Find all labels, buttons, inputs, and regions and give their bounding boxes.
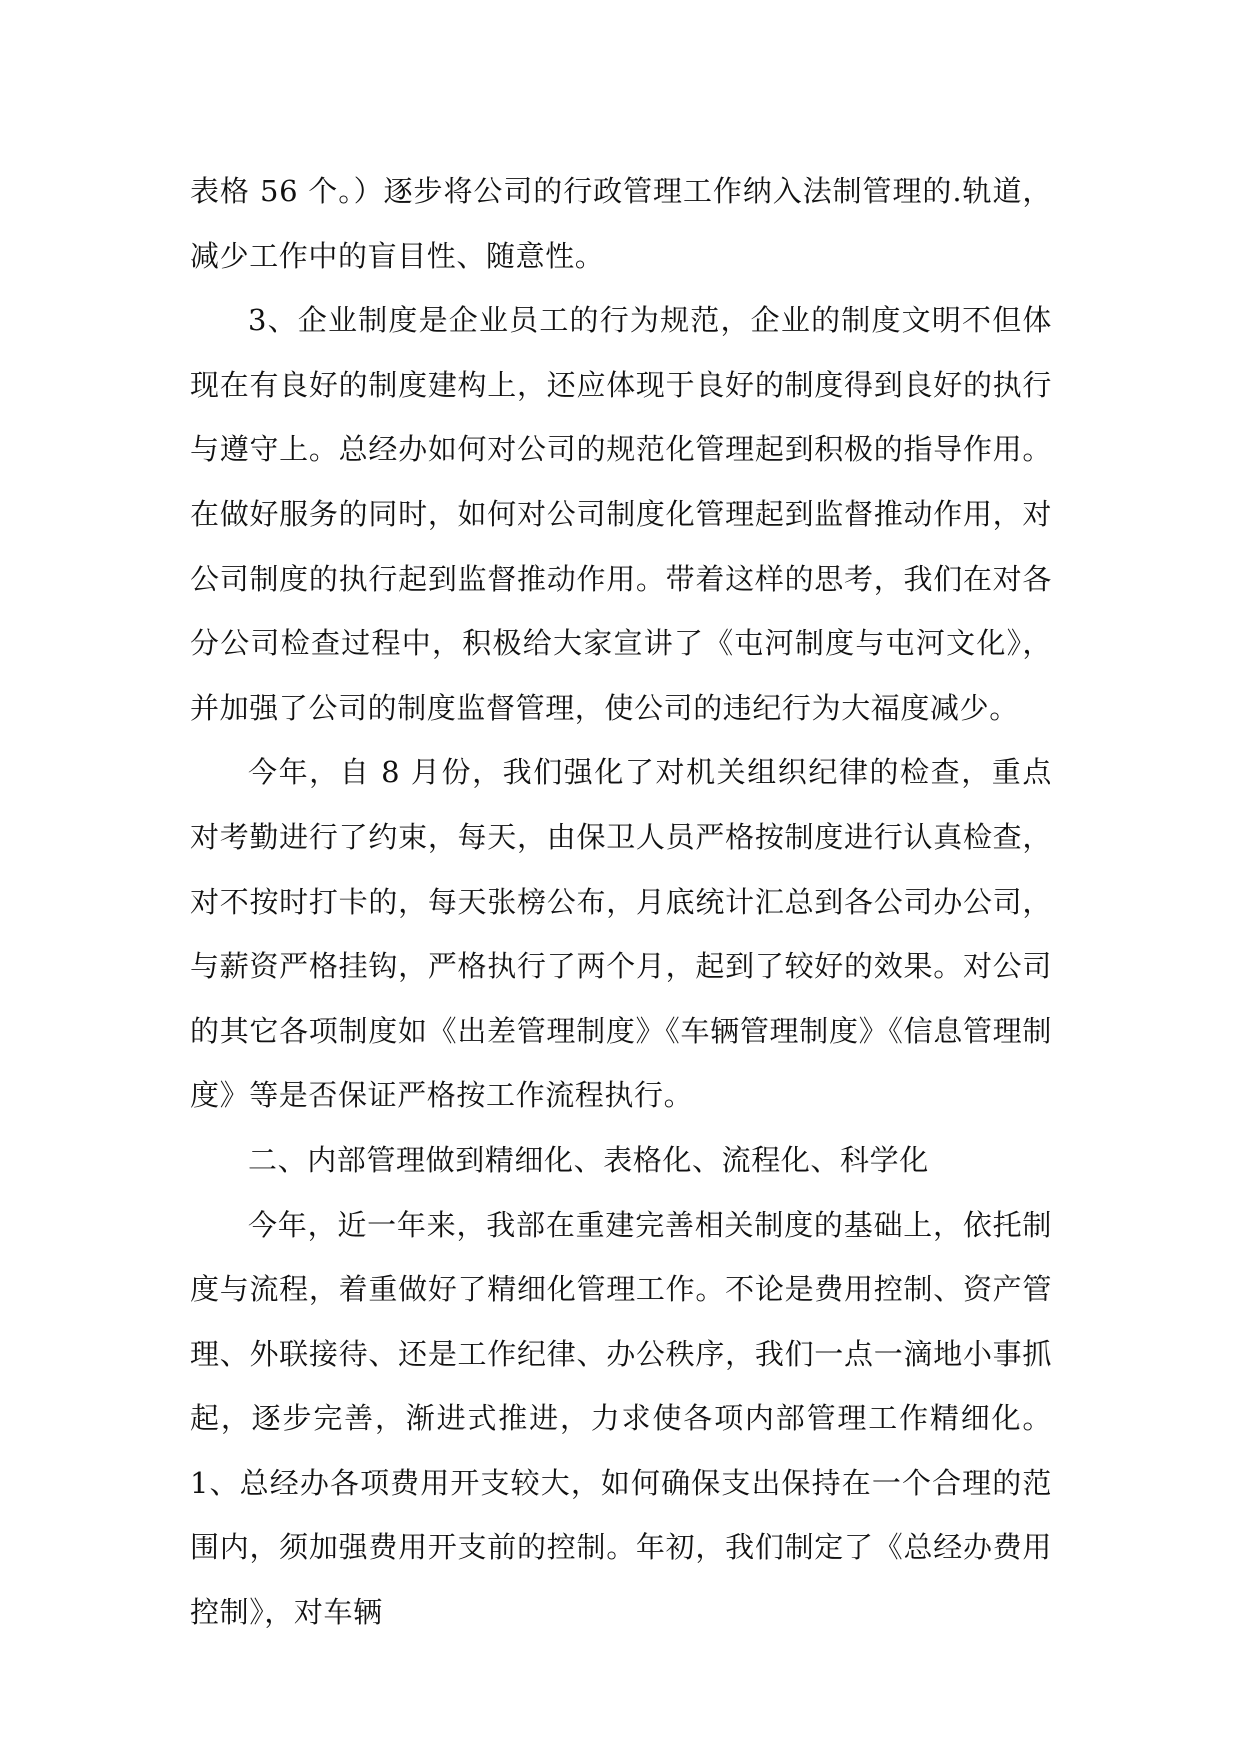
document-body [190, 159, 1052, 1645]
paragraph-enterprise-system: 3、企业制度是企业员工的行为规范，企业的制度文明不但体现在有良好的制度建构上，还应体现于良好的制度得到良好的执行与遵守上。总经办如何对公司的规范化管理起到积极的指导作用。在做好服务的同时，如何对公司制度化管理起到监督推动作用，对公司制度的执行起到监督推动作用。带着这样的思考，我们在对各分公司检查过程中，积极给大家宣讲了《屯河制度与屯河文化》，并加强了公司的制度监督管理，使公司的违纪行为大福度减少。 [190, 303, 1052, 725]
paragraph-refined-management: 今年，近一年来，我部在重建完善相关制度的基础上，依托制度与流程，着重做好了精细化管理工作。不论是费用控制、资产管理、外联接待、还是工作纪律、办公秩序，我们一点一滴地小事抓起，逐步完善，渐进式推进，力求使各项内部管理工作精细化。1、总经办各项费用开支较大，如何确保支出保持在一个合理的范围内，须加强费用开支前的控制。年初，我们制定了《总经办费用控制》，对车辆 [190, 1207, 1052, 1630]
paragraph-continued-table-count: 表格 56 个。）逐步将公司的行政管理工作纳入法制管理的.轨道，减少工作中的盲目性、随意性。 [190, 174, 1052, 273]
section-heading-internal-management: 二、内部管理做到精细化、表格化、流程化、科学化 [248, 1142, 929, 1177]
paragraph-attendance-inspection: 今年，自 8 月份，我们强化了对机关组织纪律的检查，重点对考勤进行了约束，每天，由保卫人员严格按制度进行认真检查，对不按时打卡的，每天张榜公布，月底统计汇总到各公司办公司，与薪资严格挂钩，严格执行了两个月，起到了较好的效果。对公司的其它各项制度如《出差管理制度》《车辆管理制度》《信息管理制度》等是否保证严格按工作流程执行。 [190, 755, 1052, 1113]
